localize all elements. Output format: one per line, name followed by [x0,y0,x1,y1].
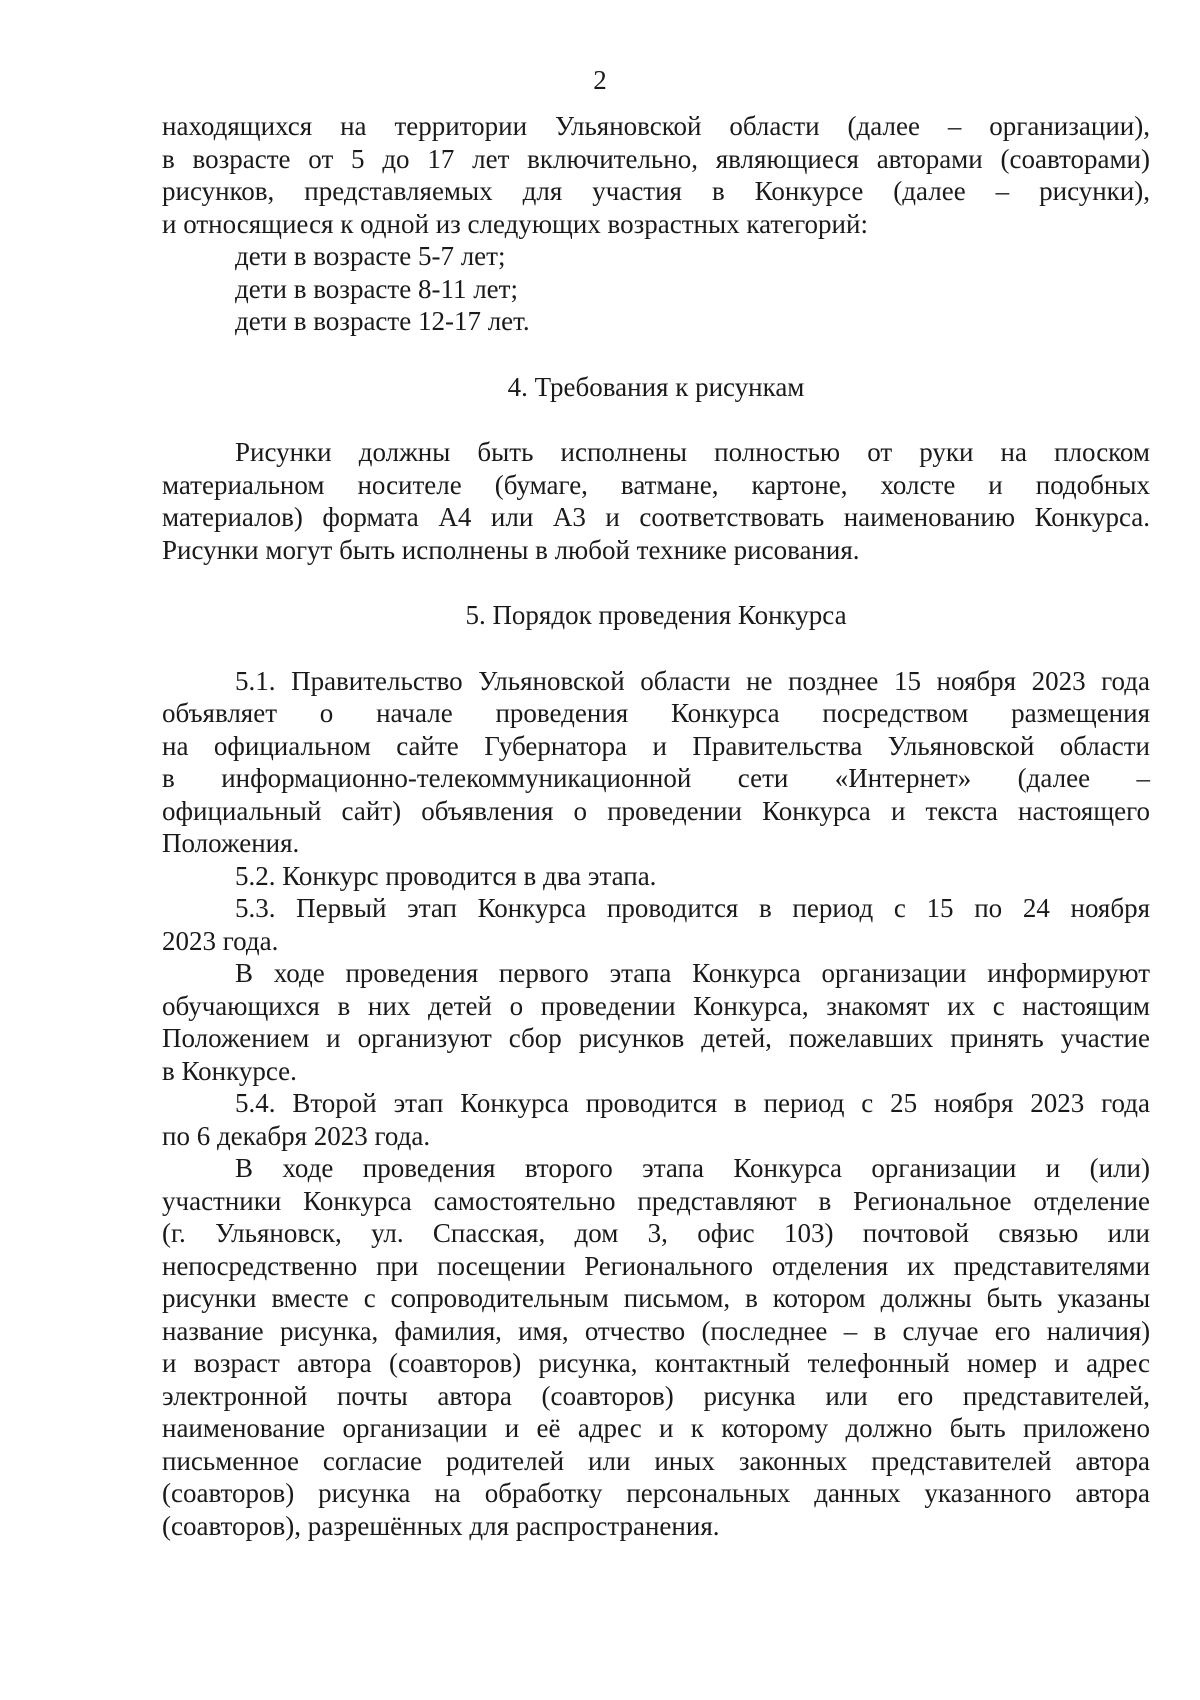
page-number: 2 [593,65,607,95]
section-4-heading: 4. Требования к рисункам [507,371,805,402]
paragraph-5-1 [162,665,1150,860]
text-line: наименование организации и её адрес и к которому должно быть приложено [162,1413,1150,1443]
text-line: в информационно-телекоммуникационной сети «Интернет» (далее – [162,763,1150,793]
text-line: Положением и организуют сбор рисунков детей, пожелавших принять участие [162,1023,1150,1053]
section-4-paragraph [162,436,1150,566]
text-line: на официальном сайте Губернатора и Правительства Ульяновской области [162,730,1150,761]
text-line: 2023 года. [162,925,279,956]
text-line: и относящиеся к одной из следующих возрастных категорий: [162,208,868,239]
list-item: дети в возрасте 12-17 лет. [235,306,530,336]
text-line: 5.3. Первый этап Конкурса проводится в период с 15 по 24 ноября [235,893,1150,923]
text-line: обучающихся в них детей о проведении Конкурса, знакомят их с настоящим [162,990,1150,1021]
text-line: (соавторов), разрешённых для распространения. [162,1510,720,1541]
text-line: 5.4. Второй этап Конкурса проводится в период с 25 ноября 2023 года [235,1088,1150,1118]
paragraph-5-3 [162,892,1150,957]
intro-paragraph [162,110,1150,240]
text-line: материалов) формата А4 или А3 и соответствовать наименованию Конкурса. [162,502,1150,532]
text-line: объявляет о начале проведения Конкурса посредством размещения [162,698,1150,728]
list-item: дети в возрасте 8-11 лет; [235,273,518,304]
text-line: (г. Ульяновск, ул. Спасская, дом 3, офис 103) почтовой связью или [162,1218,1150,1248]
text-line: В ходе проведения второго этапа Конкурса организации и (или) [235,1153,1150,1183]
paragraph-5-4 [162,1087,1150,1152]
text-line: электронной почты автора (соавторов) рисунка или его представителей, [162,1380,1150,1411]
section-5-heading: 5. Порядок проведения Конкурса [465,600,847,630]
text-line: в Конкурсе. [162,1055,297,1086]
paragraph-5-4-details [162,1152,1150,1542]
text-line: непосредственно при посещении Регионального отделения их представителями [162,1250,1150,1281]
text-line: и возраст автора (соавторов) рисунка, контактный телефонный номер и адрес [162,1348,1150,1378]
text-line: материальном носителе (бумаге, ватмане, картоне, холсте и подобных [162,469,1150,500]
text-line: в возрасте от 5 до 17 лет включительно, являющиеся авторами (соавторами) [162,143,1150,174]
list-item: дети в возрасте 5-7 лет; [235,241,506,271]
text-line: Рисунки могут быть исполнены в любой технике рисования. [162,534,860,565]
text-line: по 6 декабря 2023 года. [162,1120,431,1151]
document-body [162,110,1150,1542]
text-line: Положения. [162,828,300,858]
text-line: 5.1. Правительство Ульяновской области не позднее 15 ноября 2023 года [235,665,1150,696]
text-line: название рисунка, фамилия, имя, отчество (последнее – в случае его наличия) [162,1315,1150,1346]
text-line: письменное согласие родителей или иных законных представителей автора [162,1445,1150,1476]
paragraph-5-2 [162,860,1150,893]
text-line: рисунков, представляемых для участия в Конкурсе (далее – рисунки), [162,176,1150,206]
text-line: 5.2. Конкурс проводится в два этапа. [235,860,657,891]
age-categories-list [162,240,1150,338]
text-line: В ходе проведения первого этапа Конкурса организации информируют [235,958,1150,988]
text-line: (соавторов) рисунка на обработку персональных данных указанного автора [162,1478,1150,1508]
text-line: Рисунки должны быть исполнены полностью от руки на плоском [235,437,1150,467]
text-line: участники Конкурса самостоятельно представляют в Региональное отделение [162,1185,1150,1216]
text-line: находящихся на территории Ульяновской области (далее – организации), [162,111,1150,141]
text-line: рисунки вместе с сопроводительным письмом, в котором должны быть указаны [162,1283,1150,1313]
text-line: официальный сайт) объявления о проведении Конкурса и текста настоящего [162,795,1150,826]
paragraph-5-3-details [162,957,1150,1087]
